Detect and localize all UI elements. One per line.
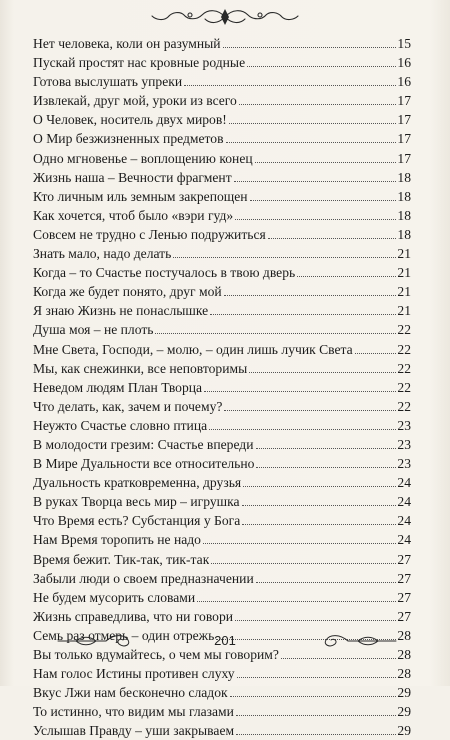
toc-entry[interactable] bbox=[33, 53, 411, 72]
toc-entry-page: 18 bbox=[397, 188, 411, 204]
dot-leader bbox=[224, 295, 396, 296]
toc-entry-page: 28 bbox=[397, 666, 411, 682]
toc-entry-page: 17 bbox=[397, 131, 411, 147]
toc-entry[interactable] bbox=[33, 550, 411, 569]
toc-entry-title: Мы, как снежинки, все неповторимы bbox=[33, 360, 248, 376]
toc-entry-title: Время бежит. Тик-так, тик-так bbox=[33, 551, 210, 567]
toc-entry[interactable] bbox=[33, 511, 411, 530]
toc-entry-title: Неведом людям План Творца bbox=[33, 379, 203, 395]
toc-entry[interactable] bbox=[33, 320, 411, 339]
dot-leader bbox=[256, 448, 397, 449]
toc-entry[interactable] bbox=[33, 225, 411, 244]
toc-entry-page: 28 bbox=[397, 627, 411, 643]
toc-entry-page: 24 bbox=[397, 513, 411, 529]
toc-entry-title: Жизнь справедлива, что ни говори bbox=[33, 608, 234, 624]
toc-entry-title: Услышав Правду – уши закрываем bbox=[33, 723, 235, 739]
toc-entry[interactable] bbox=[33, 206, 411, 225]
toc-entry[interactable] bbox=[33, 282, 411, 301]
dot-leader bbox=[209, 429, 396, 430]
toc-entry[interactable] bbox=[33, 91, 411, 110]
toc-entry-page: 27 bbox=[397, 570, 411, 586]
toc-entry-page: 24 bbox=[397, 475, 411, 491]
toc-entry[interactable] bbox=[33, 397, 411, 416]
dot-leader bbox=[203, 543, 396, 544]
toc-entry-page: 22 bbox=[397, 360, 411, 376]
toc-entry[interactable] bbox=[33, 607, 411, 626]
dot-leader bbox=[173, 257, 396, 258]
toc-entry-title: О Человек, носитель двух миров! bbox=[33, 112, 227, 128]
toc-entry-title: Кто личным иль земным закрепощен bbox=[33, 188, 248, 204]
toc-entry-page: 27 bbox=[397, 589, 411, 605]
toc-entry[interactable] bbox=[33, 263, 411, 282]
toc-entry-page: 18 bbox=[397, 169, 411, 185]
dot-leader bbox=[281, 658, 396, 659]
toc-entry-title: В Мире Дуальности все относительно bbox=[33, 456, 255, 472]
toc-entry-title: Неужто Счастье словно птица bbox=[33, 417, 208, 433]
toc-entry-title: Вкус Лжи нам бесконечно сладок bbox=[33, 685, 228, 701]
toc-entry-title: В руках Творца весь мир – игрушка bbox=[33, 494, 240, 510]
toc-entry-title: Я знаю Жизнь не понаслышке bbox=[33, 303, 209, 319]
toc-entry[interactable] bbox=[33, 149, 411, 168]
toc-entry-title: Знать мало, надо делать bbox=[33, 246, 172, 262]
toc-entry[interactable] bbox=[33, 359, 411, 378]
toc-entry-page: 29 bbox=[397, 704, 411, 720]
toc-entry[interactable] bbox=[33, 492, 411, 511]
toc-entry-page: 21 bbox=[397, 303, 411, 319]
dot-leader bbox=[256, 467, 396, 468]
toc-entry-title: Совсем не трудно с Ленью подружиться bbox=[33, 226, 266, 242]
toc-entry-page: 21 bbox=[397, 284, 411, 300]
toc-entry-page: 18 bbox=[397, 226, 411, 242]
toc-entry[interactable] bbox=[33, 683, 411, 702]
toc-entry-title: Что делать, как, зачем и почему? bbox=[33, 398, 223, 414]
dot-leader bbox=[204, 391, 396, 392]
toc-entry-page: 21 bbox=[397, 246, 411, 262]
dot-leader bbox=[235, 620, 396, 621]
toc-entry-page: 27 bbox=[397, 608, 411, 624]
toc-entry-title: Мне Света, Господи, – молю, – один лишь лучик Света bbox=[33, 341, 353, 357]
toc-entry-title: Извлекай, друг мой, уроки из всего bbox=[33, 93, 237, 109]
dot-leader bbox=[210, 314, 396, 315]
toc-entry-page: 23 bbox=[397, 456, 411, 472]
toc-entry-title: Дуальность кратковременна, друзья bbox=[33, 475, 242, 491]
toc-entry[interactable] bbox=[33, 569, 411, 588]
dot-leader bbox=[224, 410, 396, 411]
toc-entry-title: Пускай простят нас кровные родные bbox=[33, 55, 246, 71]
toc-entry-title: То истинно, что видим мы глазами bbox=[33, 704, 234, 720]
toc-entry-page: 16 bbox=[397, 55, 411, 71]
dot-leader bbox=[155, 333, 396, 334]
toc-entry[interactable] bbox=[33, 664, 411, 683]
dot-leader bbox=[297, 276, 396, 277]
page-number: 201 bbox=[214, 633, 236, 648]
right-flourish-ornament-icon bbox=[320, 632, 398, 650]
dot-leader bbox=[223, 47, 396, 48]
toc-entry[interactable] bbox=[33, 168, 411, 187]
toc-entry-page: 15 bbox=[397, 36, 411, 51]
toc-entry-page: 29 bbox=[397, 723, 411, 739]
dot-leader bbox=[242, 505, 396, 506]
toc-entry[interactable] bbox=[33, 530, 411, 549]
toc-entry[interactable] bbox=[33, 378, 411, 397]
toc-entry[interactable] bbox=[33, 301, 411, 320]
dot-leader bbox=[247, 66, 396, 67]
toc-entry-title: Жизнь наша – Вечности фрагмент bbox=[33, 169, 232, 185]
toc-entry[interactable] bbox=[33, 416, 411, 435]
toc-entry-page: 17 bbox=[397, 93, 411, 109]
dot-leader bbox=[255, 162, 396, 163]
dot-leader bbox=[211, 563, 396, 564]
dot-leader bbox=[243, 486, 396, 487]
toc-entry-title: Семь раз отмерь – один отрежь bbox=[33, 627, 215, 643]
toc-entry-title: Готова выслушать упреки bbox=[33, 74, 183, 90]
toc-entry[interactable] bbox=[33, 435, 411, 454]
toc-entry-page: 22 bbox=[397, 398, 411, 414]
dot-leader bbox=[197, 601, 396, 602]
toc-entry-page: 17 bbox=[397, 112, 411, 128]
toc-entry-page: 17 bbox=[397, 150, 411, 166]
toc-entry-title: Нам голос Истины противен слуху bbox=[33, 666, 235, 682]
toc-entry-page: 22 bbox=[397, 341, 411, 357]
toc-entry-title: Душа моя – не плоть bbox=[33, 322, 154, 338]
toc-entry-page: 23 bbox=[397, 417, 411, 433]
toc-entry[interactable] bbox=[33, 454, 411, 473]
toc-entry[interactable] bbox=[33, 187, 411, 206]
dot-leader bbox=[237, 677, 396, 678]
toc-entry[interactable] bbox=[33, 702, 411, 721]
toc-entry-page: 18 bbox=[397, 207, 411, 223]
toc-entry-title: Нам Время торопить не надо bbox=[33, 532, 201, 548]
toc-entry[interactable] bbox=[33, 129, 411, 148]
dot-leader bbox=[234, 181, 396, 182]
toc-entry[interactable] bbox=[33, 340, 411, 359]
toc-entry[interactable] bbox=[33, 34, 411, 53]
toc-entry-page: 28 bbox=[397, 647, 411, 662]
toc-entry-title: Как хочется, чтоб было «вэри гуд» bbox=[33, 207, 234, 223]
toc-entry-title: Когда же будет понято, друг мой bbox=[33, 284, 222, 300]
dot-leader bbox=[256, 582, 396, 583]
toc-entry-title: Нет человека, коли он разумный bbox=[33, 36, 221, 51]
dot-leader bbox=[239, 104, 396, 105]
toc-entry-title: Забыли люди о своем предназначении bbox=[33, 570, 254, 586]
dot-leader bbox=[249, 372, 396, 373]
top-flourish-ornament-icon bbox=[150, 6, 300, 28]
dot-leader bbox=[230, 696, 396, 697]
toc-entry[interactable] bbox=[33, 110, 411, 129]
toc-entry-page: 16 bbox=[397, 74, 411, 90]
toc-entry-title: В молодости грезим: Счастье впереди bbox=[33, 436, 254, 452]
toc-entry[interactable] bbox=[33, 588, 411, 607]
dot-leader bbox=[236, 734, 396, 735]
toc-entry-title: О Мир безжизненных предметов bbox=[33, 131, 224, 147]
toc-entry-title: Когда – то Счастье постучалось в твою дверь bbox=[33, 265, 296, 281]
dot-leader bbox=[268, 238, 396, 239]
dot-leader bbox=[229, 123, 396, 124]
dot-leader bbox=[242, 524, 396, 525]
toc-entry-title: Что Время есть? Субстанция у Бога bbox=[33, 513, 241, 529]
dot-leader bbox=[235, 219, 396, 220]
toc-entry[interactable] bbox=[33, 72, 411, 91]
dot-leader bbox=[236, 715, 396, 716]
toc-entry-page: 22 bbox=[397, 379, 411, 395]
toc-entry-page: 29 bbox=[397, 685, 411, 701]
dot-leader bbox=[355, 353, 396, 354]
toc-entry-page: 27 bbox=[397, 551, 411, 567]
toc-entry-page: 24 bbox=[397, 532, 411, 548]
toc-entry[interactable] bbox=[33, 244, 411, 263]
toc-entry-page: 21 bbox=[397, 265, 411, 281]
toc-entry-title: Не будем мусорить словами bbox=[33, 589, 196, 605]
toc-entry-title: Вы только вдумайтесь, о чем мы говорим? bbox=[33, 647, 279, 662]
dot-leader bbox=[184, 85, 396, 86]
dot-leader bbox=[226, 142, 396, 143]
toc-entry-page: 22 bbox=[397, 322, 411, 338]
toc-entry[interactable] bbox=[33, 473, 411, 492]
dot-leader bbox=[250, 200, 396, 201]
toc-entry[interactable] bbox=[33, 721, 411, 740]
toc-entry-page: 23 bbox=[397, 436, 411, 452]
toc-entry-title: Одно мгновенье – воплощению конец bbox=[33, 150, 253, 166]
toc-entry-page: 24 bbox=[397, 494, 411, 510]
